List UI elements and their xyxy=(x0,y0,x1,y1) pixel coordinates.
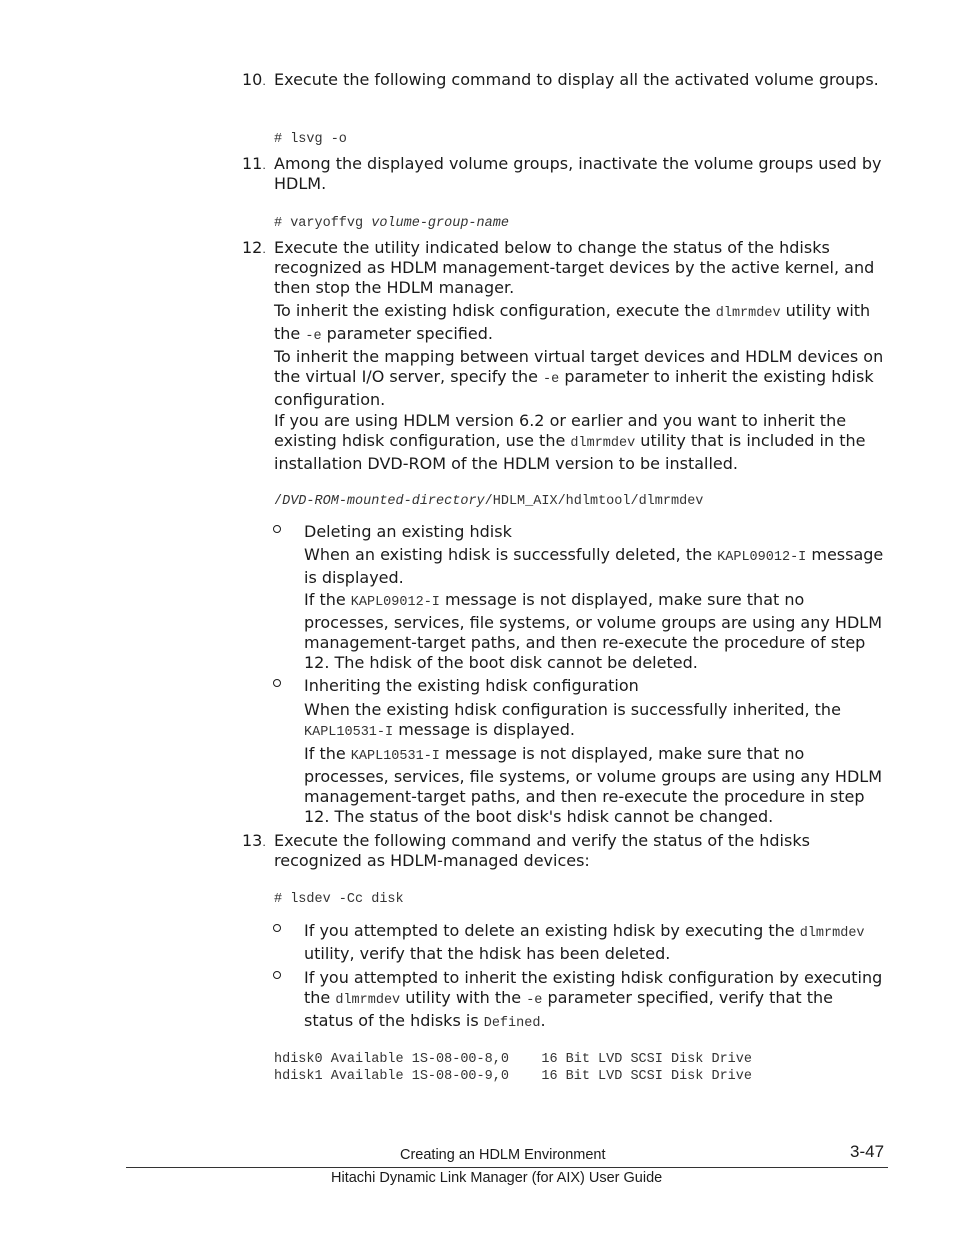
bullet-circle-icon xyxy=(273,679,281,687)
page-number: 3-47 xyxy=(850,1142,885,1161)
code-block: # varyoffvg volume-group-name xyxy=(274,216,509,231)
output-line: hdisk1 Available 1S-08-00-9,0 16 Bit LVD SCSI Disk Drive xyxy=(274,1069,752,1084)
paragraph: To inherit the existing hdisk configuration, execute the dlmrmdev utility with the -e parameter specified. xyxy=(274,301,871,344)
command-output xyxy=(274,1051,752,1085)
step-number: 11. xyxy=(242,154,266,173)
step-text: Execute the following command and verify the status of the hdisks recognized as HDLM-managed devices: xyxy=(274,831,810,870)
step-number: 12. xyxy=(242,238,266,257)
paragraph: When an existing hdisk is successfully deleted, the KAPL09012-I message is displayed. xyxy=(304,545,884,587)
bullet-circle-icon xyxy=(273,971,281,979)
code-block: # lsdev -Cc disk xyxy=(274,892,404,907)
code-block: # lsvg -o xyxy=(274,132,347,147)
bullet-title: Inheriting the existing hdisk configuration xyxy=(304,676,639,695)
bullet-title: Deleting an existing hdisk xyxy=(304,522,512,541)
paragraph: If you are using HDLM version 6.2 or earlier and you want to inherit the existing hdisk configuration, use the dlmrmdev utility that is included in the installation DVD-ROM of the HDLM version to be installed. xyxy=(274,411,866,473)
step-number: 10. xyxy=(242,70,266,89)
paragraph: If the KAPL10531-I message is not displayed, make sure that no processes, services, file systems, or volume groups are using any HDLM management-target paths, and then re-execute the procedure in step 12. The status of the boot disk's hdisk cannot be changed. xyxy=(304,744,882,826)
bullet-circle-icon xyxy=(273,924,281,932)
output-line: hdisk0 Available 1S-08-00-8,0 16 Bit LVD SCSI Disk Drive xyxy=(274,1052,752,1067)
step-text: Among the displayed volume groups, inactivate the volume groups used by HDLM. xyxy=(274,154,882,193)
step-text: Execute the following command to display all the activated volume groups. xyxy=(274,70,879,89)
footer-guide-title: Hitachi Dynamic Link Manager (for AIX) User Guide xyxy=(331,1170,663,1186)
bullet-text: If you attempted to inherit the existing hdisk configuration by executing the dlmrmdev utility with the -e parameter specified, verify that the status of the hdisks is Defined. xyxy=(304,968,883,1031)
code-path: /DVD-ROM-mounted-directory/HDLM_AIX/hdlmtool/dlmrmdev xyxy=(274,494,704,509)
footer-chapter-title: Creating an HDLM Environment xyxy=(400,1147,606,1163)
paragraph: To inherit the mapping between virtual target devices and HDLM devices on the virtual I/O server, specify the -e parameter to inherit the existing hdisk configuration. xyxy=(274,347,884,409)
paragraph: When the existing hdisk configuration is successfully inherited, the KAPL10531-I message is displayed. xyxy=(304,700,841,740)
bullet-circle-icon xyxy=(273,525,281,533)
bullet-text: If you attempted to delete an existing hdisk by executing the dlmrmdev utility, verify that the hdisk has been deleted. xyxy=(304,921,865,963)
step-number: 13. xyxy=(242,831,266,850)
step-text: Execute the utility indicated below to change the status of the hdisks recognized as HDLM management-target devices by the active kernel, and then stop the HDLM manager. xyxy=(274,238,875,297)
footer-divider xyxy=(126,1167,888,1168)
paragraph: If the KAPL09012-I message is not displayed, make sure that no processes, services, file systems, or volume groups are using any HDLM management-target paths, and then re-execute the procedure of step 12. The hdisk of the boot disk cannot be deleted. xyxy=(304,590,882,672)
